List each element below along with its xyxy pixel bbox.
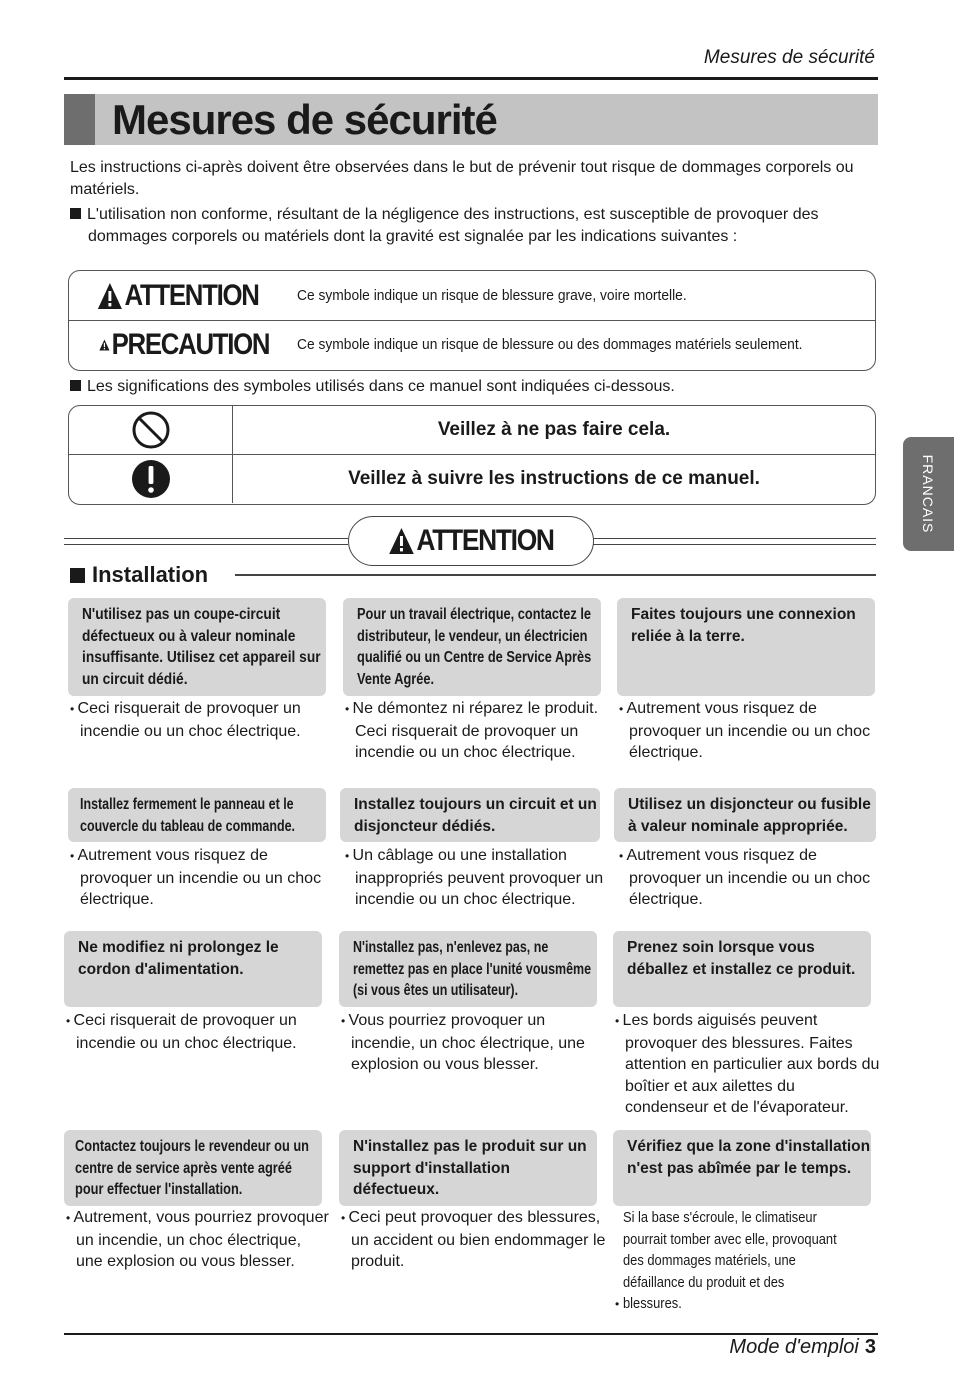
language-tab-label: FRANCAIS (920, 454, 936, 534)
symbol-meaning: Veillez à ne pas faire cela. (437, 419, 671, 440)
safety-card-title: Utilisez un disjoncteur ou fusible à valeur nominale appropriée. (614, 788, 876, 842)
banner-rule-right (592, 538, 876, 545)
safety-card-title: Installez toujours un circuit et un disjoncteur dédiés. (340, 788, 600, 842)
safety-card-desc: • Ceci risquerait de provoquer un incendie ou un choc électrique. (70, 700, 301, 740)
safety-card-title: N'installez pas le produit sur un support d'installation défectueux. (339, 1130, 597, 1206)
safety-card-desc: • Si la base s'écroule, le climatiseur pourrait tomber avec elle, provoquant des dommages matériels, une défaillance du produit et des blessures. (615, 1209, 837, 1312)
page-title: Mesures de sécurité (112, 96, 497, 143)
safety-card-desc: • Ceci risquerait de provoquer un incendie ou un choc électrique. (66, 1012, 297, 1052)
intro-bullet (70, 204, 880, 247)
language-tab (903, 437, 954, 551)
square-bullet-icon (70, 380, 81, 391)
symbols-intro: Les significations des symboles utilisés dans ce manuel sont indiquées ci-dessous. (70, 376, 675, 398)
safety-card-title: Pour un travail électrique, contactez le distributeur, le vendeur, un électricien qualifié ou un Centre de Service Après Vente Agrée. (343, 598, 601, 696)
safety-card-title: Faites toujours une connexion reliée à la terre. (617, 598, 875, 696)
warning-triangle-icon (99, 331, 110, 359)
installation-rule (235, 574, 876, 576)
safety-card-desc: • Ne démontez ni réparez le produit. Ceci risquerait de provoquer un incendie ou un choc électrique. (345, 700, 599, 761)
header-rule (64, 77, 878, 80)
attention-description: Ce symbole indique un risque de blessure grave, voire mortelle. (297, 287, 687, 304)
footer-label: Mode d'emploi (729, 1336, 859, 1358)
intro-paragraph: Les instructions ci-après doivent être observées dans le but de prévenir tout risque de dommages corporels ou matériels. (70, 159, 854, 198)
safety-card-title: Prenez soin lorsque vous déballez et installez ce produit. (613, 931, 871, 1007)
precaution-description: Ce symbole indique un risque de blessure ou des dommages matériels seulement. (297, 336, 803, 353)
symbol-row (69, 455, 875, 503)
safety-card-title: N'utilisez pas un coupe-circuit défectueux ou à valeur nominale insuffisante. Utilisez cet appareil sur un circuit dédié. (68, 598, 326, 696)
safety-card-desc: • Vous pourriez provoquer un incendie, un choc électrique, une explosion ou vous blesser. (341, 1012, 585, 1073)
installation-heading: Installation (70, 562, 208, 588)
signal-words-box (68, 270, 876, 371)
footer (729, 1336, 876, 1359)
symbols-table (68, 405, 876, 505)
attention-banner (348, 516, 594, 566)
running-header: Mesures de sécurité (703, 47, 875, 68)
warning-triangle-icon (388, 527, 414, 555)
safety-card-title: Contactez toujours le revendeur ou un centre de service après vente agréé pour effectuer l'installation. (64, 1130, 322, 1206)
safety-card-title: Ne modifiez ni prolongez le cordon d'alimentation. (64, 931, 322, 1007)
safety-card-desc: • Ceci peut provoquer des blessures, un accident ou bien endommager le produit. (341, 1209, 606, 1270)
attention-label: ATTENTION (97, 279, 269, 313)
intro-bullet-line1: L'utilisation non conforme, résultant de la négligence des instructions, est susceptible de provoquer des (87, 206, 819, 223)
safety-card-desc: • Autrement, vous pourriez provoquer un incendie, un choc électrique, une explosion ou vous blesser. (66, 1209, 329, 1270)
symbol-meaning: Veillez à suivre les instructions de ce manuel. (348, 468, 760, 489)
intro-bullet-line2: dommages corporels ou matériels dont la gravité est signalée par les indications suivantes : (88, 227, 738, 245)
attention-banner-label: ATTENTION (416, 524, 554, 557)
square-bullet-icon (70, 568, 85, 583)
safety-card-title: Installez fermement le panneau et le couvercle du tableau de commande. (68, 788, 326, 842)
banner-rule-left (64, 538, 348, 545)
page-number: 3 (864, 1336, 876, 1358)
signal-row-attention (69, 271, 875, 321)
prohibited-icon (131, 410, 171, 450)
mandatory-icon (131, 459, 171, 499)
safety-card-desc: • Autrement vous risquez de provoquer un incendie ou un choc électrique. (619, 847, 871, 908)
footer-rule (64, 1333, 878, 1335)
safety-card-desc: • Un câblage ou une installation inappropriés peuvent provoquer un incendie ou un choc électrique. (345, 847, 604, 908)
safety-card-desc: • Autrement vous risquez de provoquer un incendie ou un choc électrique. (619, 700, 871, 761)
safety-card-title: N'installez pas, n'enlevez pas, ne remettez pas en place l'unité vousmême (si vous êtes un utilisateur). (339, 931, 597, 1007)
warning-triangle-icon (97, 282, 123, 310)
signal-row-precaution (69, 320, 875, 369)
safety-card-desc: • Les bords aiguisés peuvent provoquer des blessures. Faites attention en particulier aux bords du boîtier et aux ailettes du condenseur et de l'évaporateur. (615, 1012, 880, 1116)
precaution-label: PRECAUTION (99, 328, 269, 362)
safety-card-title: Vérifiez que la zone d'installation n'est pas abîmée par le temps. (613, 1130, 871, 1206)
square-bullet-icon (70, 208, 81, 219)
symbol-row (69, 406, 875, 455)
safety-card-desc: • Autrement vous risquez de provoquer un incendie ou un choc électrique. (70, 847, 322, 908)
title-marker (64, 94, 95, 145)
